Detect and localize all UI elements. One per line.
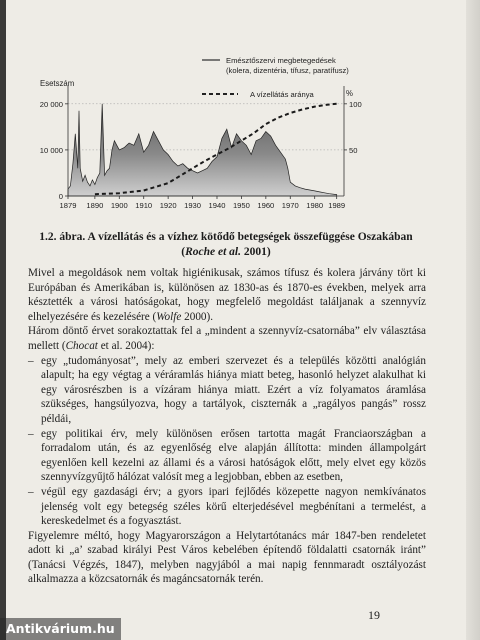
x-tick-label: 1900 bbox=[110, 201, 128, 210]
figure-caption bbox=[26, 230, 426, 260]
paragraph-2-reference: Chocat bbox=[65, 339, 98, 352]
paragraph-1-reference: Wolfe bbox=[156, 310, 182, 323]
book-page bbox=[6, 0, 480, 640]
x-tick-label: 1989 bbox=[328, 201, 346, 210]
list-item bbox=[28, 354, 426, 427]
paragraph-3: Figyelemre méltó, hogy Magyarországon a Helytartótanács már 1847-ben rendeletet adott ki „a’ szabad királyi Pest Város kebelében építendő földalatti csatornák iránt” (Tanácsi Végzés, 1847), melyben nagyjából a mai napig fennmaradt osztályozást alkalmazza a közcsatornák és magáncsatornák terén. bbox=[28, 529, 426, 586]
x-tick-label: 1910 bbox=[135, 201, 153, 210]
legend-label-water: A vízellátás aránya bbox=[250, 90, 314, 99]
x-tick-label: 1980 bbox=[306, 201, 324, 210]
page-edge-shadow bbox=[466, 0, 480, 640]
list-dash: – bbox=[28, 354, 34, 367]
chart-legend bbox=[202, 56, 349, 99]
legend-label-diseases-line1: Emésztőszervi megbetegedések bbox=[226, 56, 336, 65]
x-tick-label: 1950 bbox=[232, 201, 250, 210]
legend-label-diseases-line2: (kolera, dizentéria, tífusz, paratífusz) bbox=[226, 66, 349, 75]
paragraph-2-text: Három döntő érvet sorakoztattak fel a „mindent a szennyvíz-csatornába” elv választása mellett ( bbox=[28, 325, 426, 352]
paragraph-1 bbox=[28, 266, 426, 324]
y-tick-label: 20 000 bbox=[39, 99, 63, 109]
paragraph-1-text: Mivel a megoldások nem voltak higiénikusak, számos tífusz és kolera járvány tört ki Európában és Amerikában is, különösen az 1830-as és 1870-es években, melyek arra késztették a városi hatóságokat, hogy megfelelő megoldást találjanak a szennyvíz elhelyezésére és kezelésére ( bbox=[28, 267, 426, 323]
caption-year: 2001) bbox=[241, 246, 271, 258]
list-dash: – bbox=[28, 485, 34, 498]
figure-chart bbox=[6, 0, 480, 225]
x-tick-label: 1960 bbox=[257, 201, 275, 210]
y-axis-label: Esetszám bbox=[40, 79, 75, 88]
y2-tick-label: 100 bbox=[349, 99, 362, 109]
list-dash: – bbox=[28, 427, 34, 440]
list-item-text: végül egy gazdasági érv; a gyors ipari fejlődés közepette nagyon nemkívánatos jelenség volt egy betegség széles körű elterjedésével megbénítani a termelést, a kereskedelmet és a fogyasztást. bbox=[41, 485, 426, 528]
x-tick-label: 1970 bbox=[281, 201, 299, 210]
body-text bbox=[28, 266, 426, 587]
paragraph-2 bbox=[28, 324, 426, 353]
grid-layer bbox=[68, 104, 344, 150]
y-tick-label: 0 bbox=[58, 192, 63, 201]
caption-reference: Roche et al. bbox=[185, 246, 242, 258]
list-item-text: egy „tudományosat”, mely az emberi szervezet és a település közötti analógián alapult; ha egy végtag a véráramlás hiánya miatt beteg, hasonló helyzet alakulhat ki egy városrészben is a vízáram hiánya miatt. Ezért a víz folyamatos áramlása szükséges, hangsúlyozva, hogy a tartályok, ciszternák a „ragályos pangás” rossz példái, bbox=[41, 354, 426, 425]
watermark-logo: Antikvárium.hu bbox=[0, 618, 121, 640]
list-item bbox=[28, 485, 426, 529]
y2-tick-label: 50 bbox=[349, 145, 358, 155]
x-tick-label: 1879 bbox=[59, 201, 77, 210]
list-item bbox=[28, 427, 426, 485]
caption-text: 1.2. ábra. A vízellátás és a vízhez kötődő betegségek összefüggése Oszakában ( bbox=[39, 231, 413, 258]
x-tick-label: 1930 bbox=[184, 201, 202, 210]
x-tick-label: 1940 bbox=[208, 201, 226, 210]
paragraph-1-end: 2000). bbox=[181, 310, 214, 323]
argument-list bbox=[28, 354, 426, 529]
page-number: 19 bbox=[368, 608, 380, 622]
list-item-text: egy politikai érv, mely különösen erősen tartotta magát Franciaországban a forradalom után, és az egyenlőség elve alapján állította: minden állampolgárt egyenlően kell kezelni az állami és a városi hatóságok előtt, mely elvet egy közös szennyvízgyűjtő hálózat valósít meg a legjobban, ebben az esetben, bbox=[41, 427, 426, 484]
y-tick-label: 10 000 bbox=[39, 145, 63, 155]
paragraph-2-end: et al. 2004): bbox=[97, 339, 155, 352]
x-tick-label: 1890 bbox=[86, 201, 104, 210]
x-tick-label: 1920 bbox=[159, 201, 177, 210]
y2-axis-label: % bbox=[346, 89, 353, 98]
